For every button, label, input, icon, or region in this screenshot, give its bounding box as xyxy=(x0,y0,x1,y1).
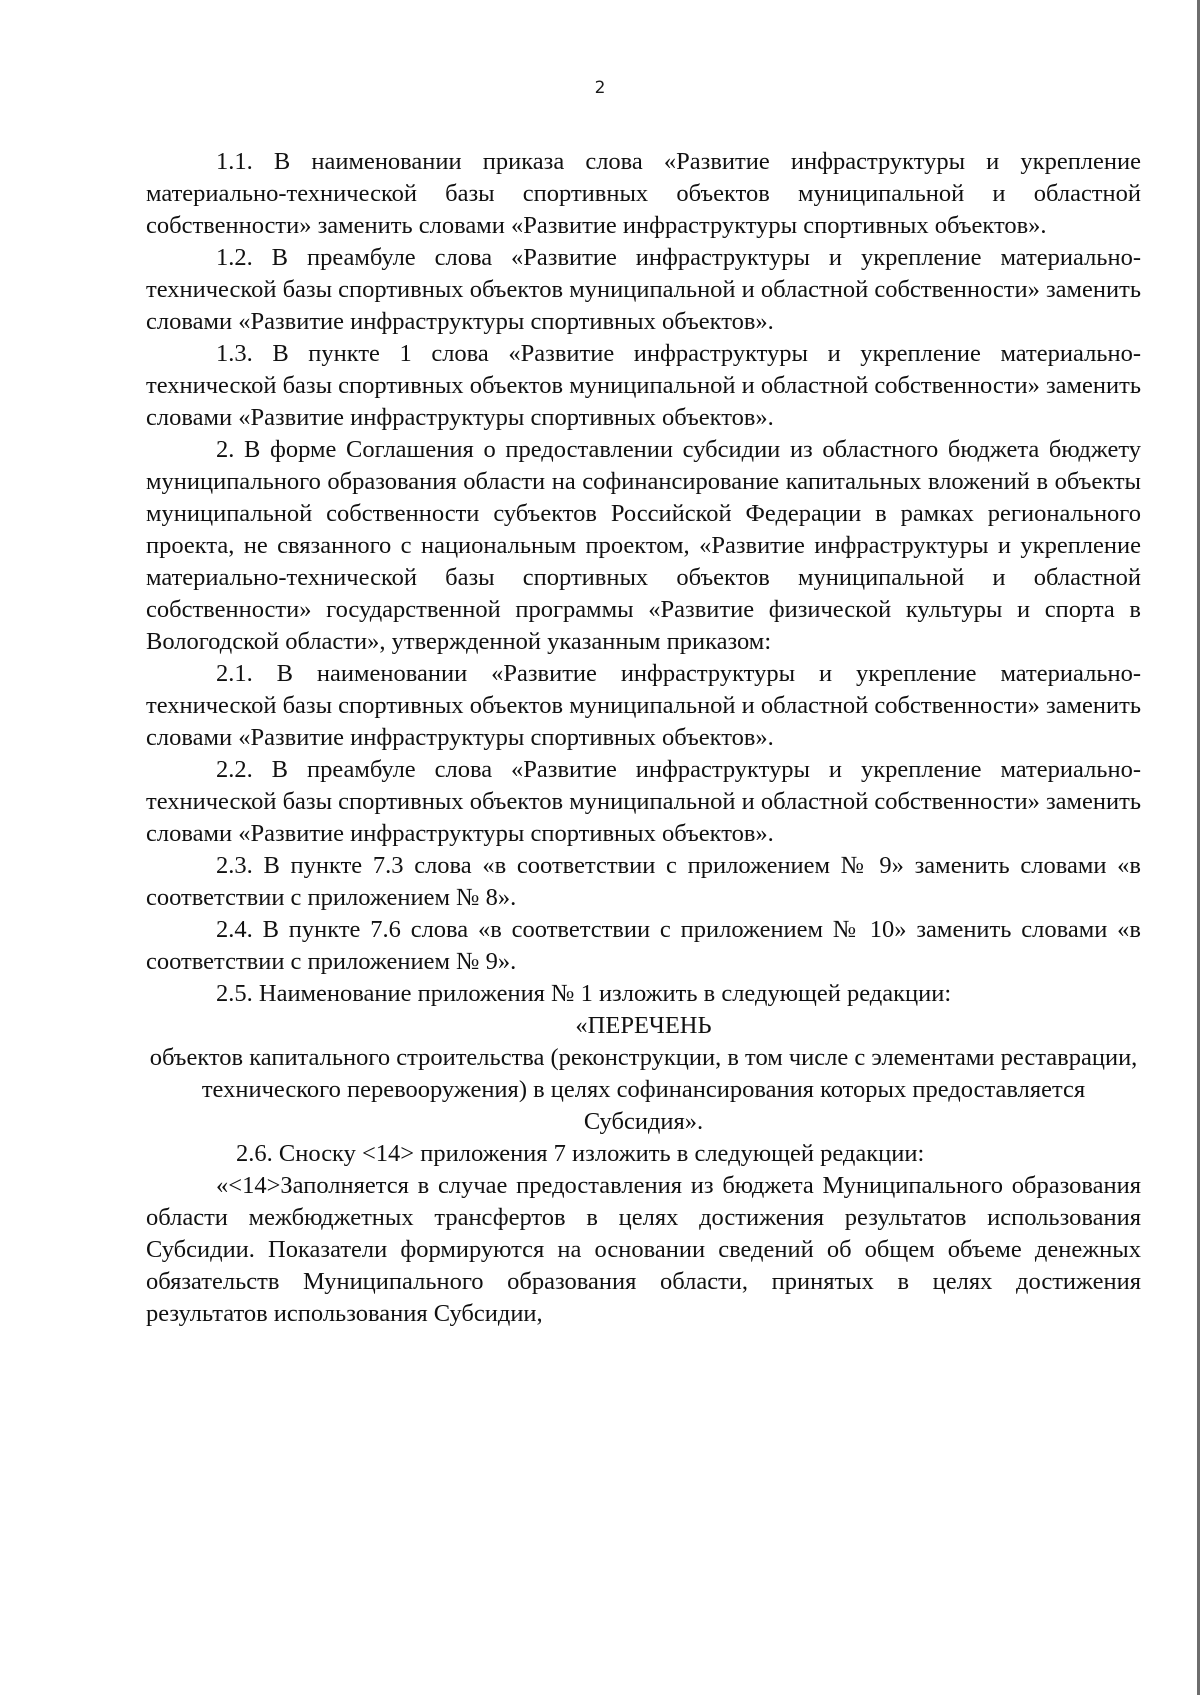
list-title: «ПЕРЕЧЕНЬ xyxy=(575,1012,712,1039)
paragraph-2-3: 2.3. В пункте 7.3 слова «в соответствии с приложением № 9» заменить словами «в соответствии с приложением № 8». xyxy=(146,852,1141,911)
paragraph-2-2: 2.2. В преамбуле слова «Развитие инфраструктуры и укрепление материально-технической базы спортивных объектов муниципальной и областной собственности» заменить словами «Развитие инфраструктуры спортивных объектов». xyxy=(146,756,1141,847)
paragraph-2: 2. В форме Соглашения о предоставлении субсидии из областного бюджета бюджету муниципального образования области на софинансирование капитальных вложений в объекты муниципальной собственности субъектов Российской Федерации в рамках регионального проекта, не связанного с национальным проектом, «Развитие инфраструктуры и укрепление материально-технической базы спортивных объектов муниципальной и областной собственности» государственной программы «Развитие физической культуры и спорта в Вологодской области», утвержденной указанным приказом: xyxy=(146,436,1141,655)
paragraph-2-4: 2.4. В пункте 7.6 слова «в соответствии с приложением № 10» заменить словами «в соответствии с приложением № 9». xyxy=(146,916,1141,975)
paragraph-1-2: 1.2. В преамбуле слова «Развитие инфраструктуры и укрепление материально-технической базы спортивных объектов муниципальной и областной собственности» заменить словами «Развитие инфраструктуры спортивных объектов». xyxy=(146,244,1141,335)
paragraph-1-1: 1.1. В наименовании приказа слова «Развитие инфраструктуры и укрепление материально-технической базы спортивных объектов муниципальной и областной собственности» заменить словами «Развитие инфраструктуры спортивных объектов». xyxy=(146,148,1141,239)
footnote-14-text: «<14>Заполняется в случае предоставления из бюджета Муниципального образования области межбюджетных трансфертов в целях достижения результатов использования Субсидии. Показатели формируются на основании сведений об общем объеме денежных обязательств Муниципального образования области, принятых в целях достижения результатов использования Субсидии, xyxy=(146,1172,1141,1327)
list-subtitle: объектов капитального строительства (реконструкции, в том числе с элементами реставрации, технического перевооружения) в целях софинансирования которых предоставляется Субсидия». xyxy=(149,1044,1138,1135)
paragraph-2-6: 2.6. Сноску <14> приложения 7 изложить в следующей редакции: xyxy=(236,1140,925,1167)
paragraph-2-5: 2.5. Наименование приложения № 1 изложить в следующей редакции: xyxy=(216,980,952,1007)
paragraph-2-1: 2.1. В наименовании «Развитие инфраструктуры и укрепление материально-технической базы спортивных объектов муниципальной и областной собственности» заменить словами «Развитие инфраструктуры спортивных объектов». xyxy=(146,660,1141,751)
paragraph-1-3: 1.3. В пункте 1 слова «Развитие инфраструктуры и укрепление материально-технической базы спортивных объектов муниципальной и областной собственности» заменить словами «Развитие инфраструктуры спортивных объектов». xyxy=(146,340,1141,431)
document-body xyxy=(146,146,1141,1330)
page-number: 2 xyxy=(594,78,606,98)
